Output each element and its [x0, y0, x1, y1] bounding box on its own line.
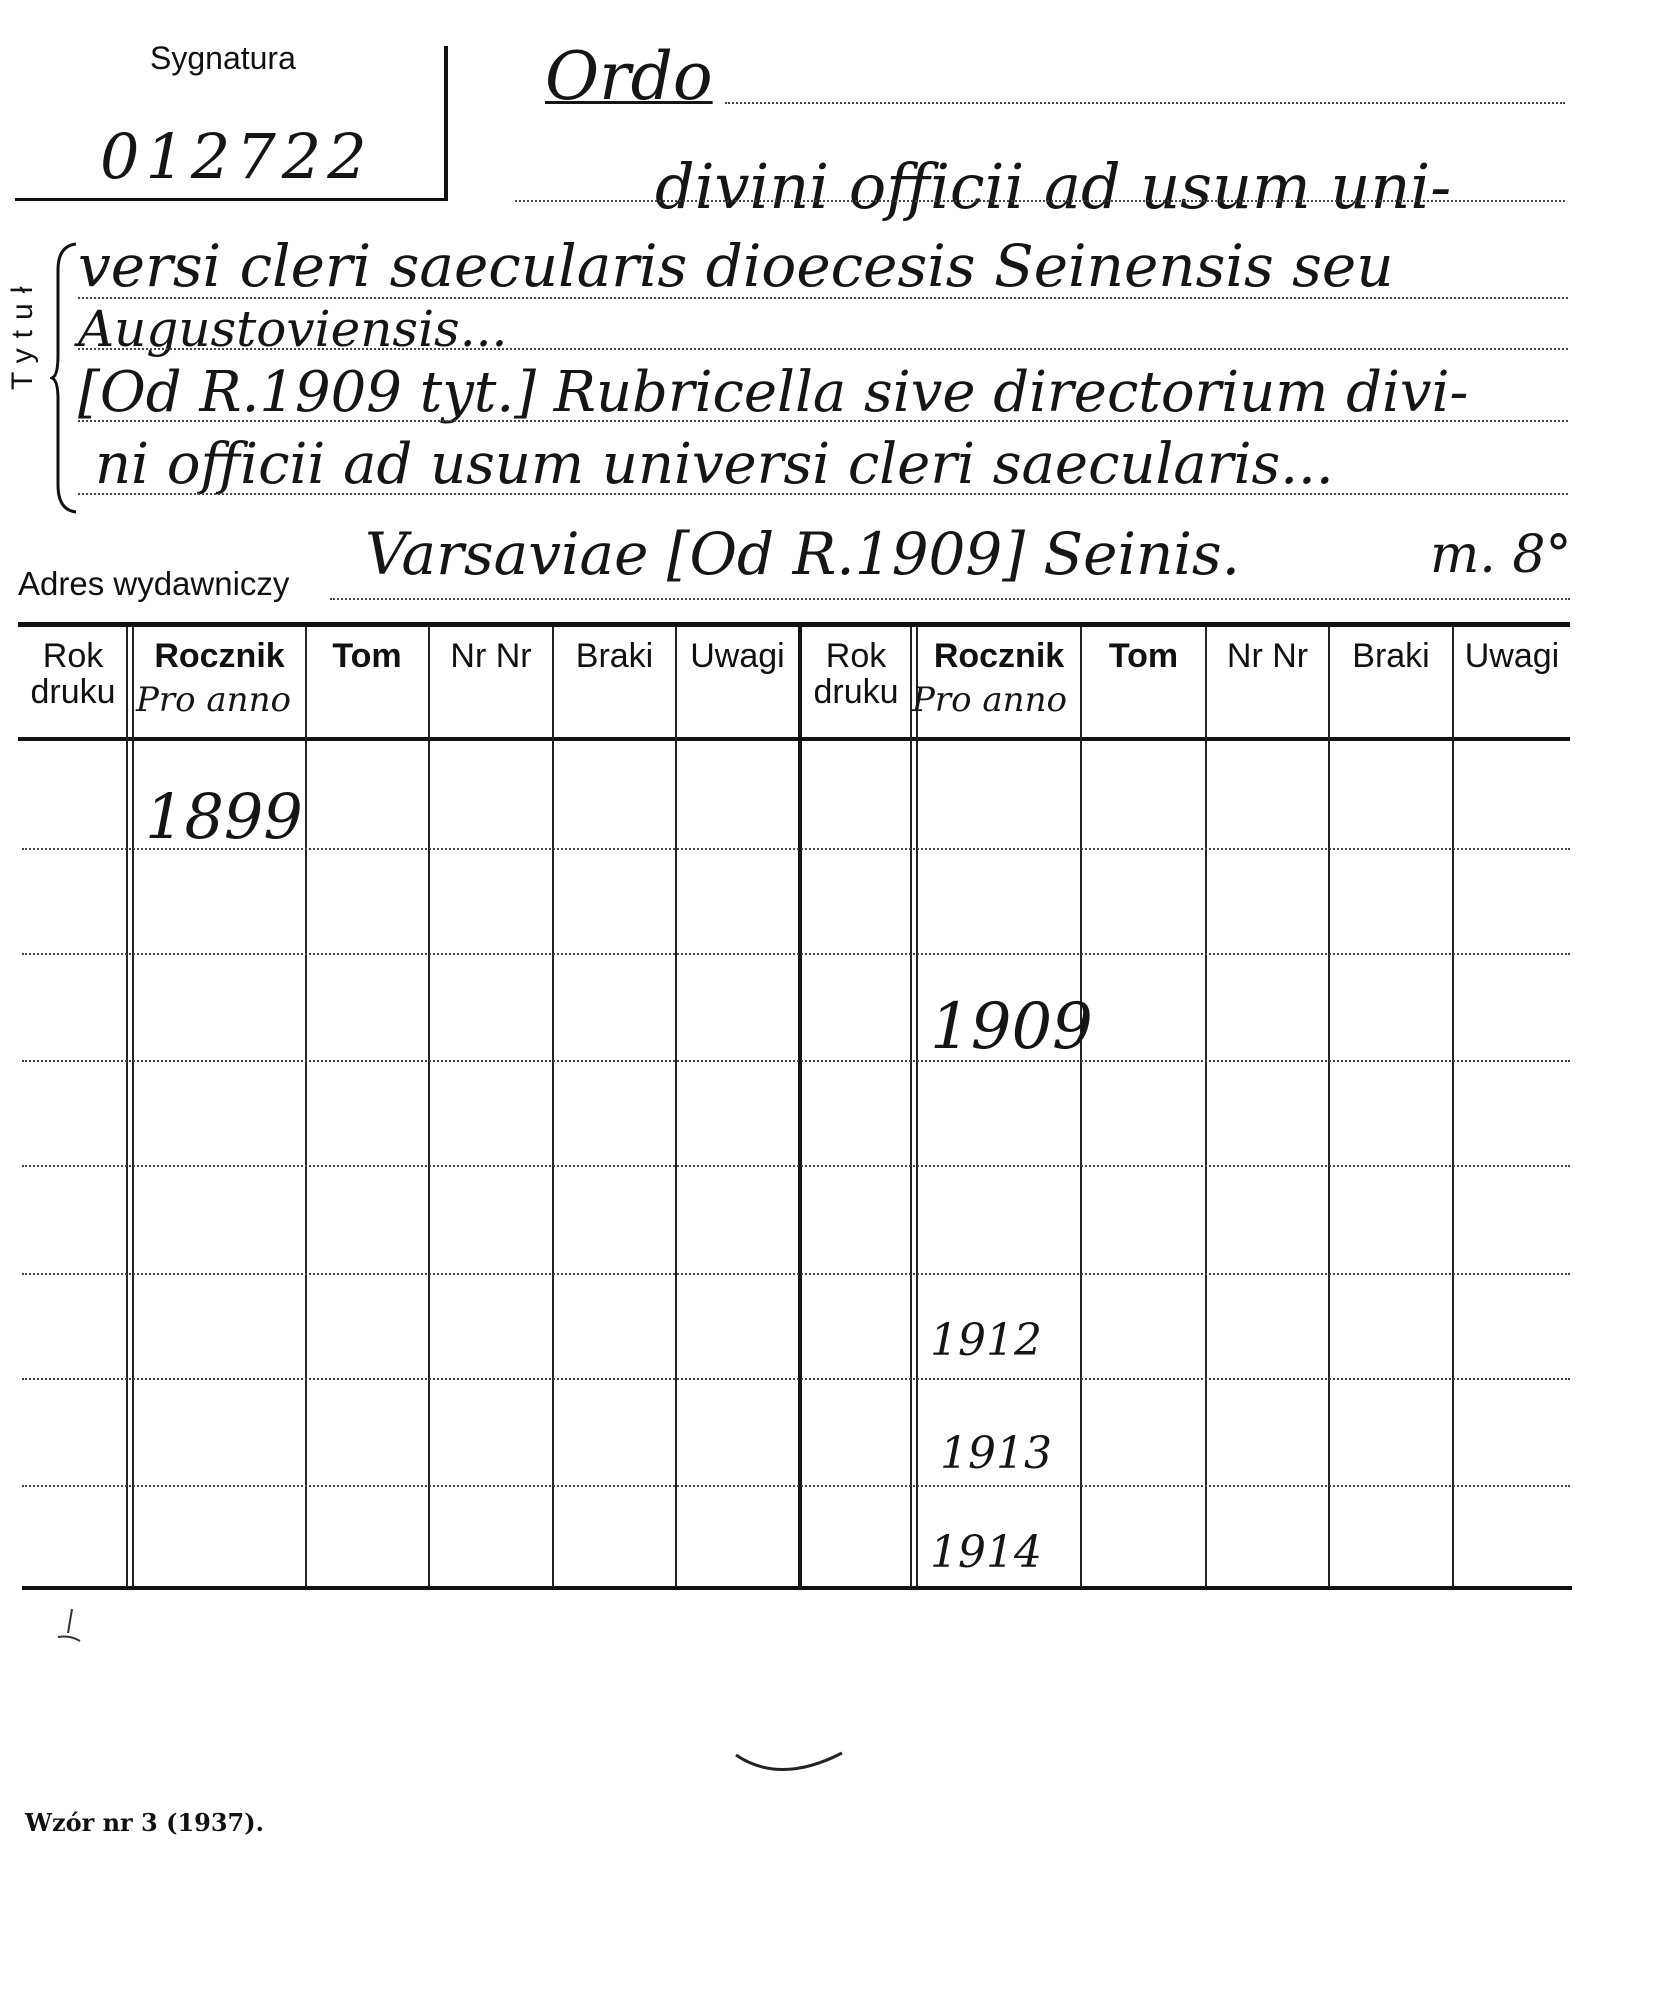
header-rocznik-left: Rocznik	[154, 637, 285, 675]
title-line-3: versi cleri saecularis dioecesis Seinensis seu	[78, 232, 1394, 300]
format-value: m. 8°	[1430, 525, 1572, 585]
header-nrnr-right: Nr Nr	[1226, 637, 1309, 675]
table-center-divider	[798, 627, 802, 1587]
title-line-2: divini officii ad usum uni-	[655, 150, 1452, 223]
address-label: Adres wydawniczy	[18, 565, 290, 602]
header-braki-left: Braki	[575, 637, 654, 675]
header-uwagi-right: Uwagi	[1464, 637, 1560, 675]
header-rok-druku-left: Rok druku	[30, 637, 116, 711]
title-brace	[50, 240, 80, 515]
header-pro-anno-right: Pro anno	[912, 680, 1067, 720]
entry-year-right-2: 1912	[930, 1315, 1042, 1366]
entry-year-right-1: 1909	[930, 990, 1093, 1064]
table-header-rule	[18, 737, 1570, 741]
title-line-5: [Od R.1909 tyt.] Rubricella sive directorium divi-	[78, 360, 1469, 425]
address-value: Varsaviae [Od R.1909] Seinis.	[365, 520, 1241, 588]
title-line-4: Augustoviensis...	[78, 300, 508, 358]
header-nrnr-left: Nr Nr	[450, 637, 532, 675]
table-bottom-rule	[22, 1586, 1572, 1590]
header-rocznik-right: Rocznik	[933, 637, 1065, 675]
entry-year-left-1: 1899	[145, 780, 303, 853]
tytul-label: Tytuł	[6, 276, 39, 390]
header-tom-left: Tom	[332, 637, 402, 675]
entry-year-right-4: 1914	[930, 1527, 1042, 1578]
sygnatura-label: Sygnatura	[150, 40, 296, 76]
sygnatura-value: 012722	[100, 120, 373, 193]
entry-year-right-3: 1913	[940, 1428, 1052, 1479]
header-uwagi-left: Uwagi	[690, 637, 785, 675]
title-line-1: Ordo	[545, 38, 713, 115]
pencil-mark-center	[730, 1745, 850, 1790]
pencil-mark-left	[50, 1605, 90, 1645]
footer-form-number: Wzór nr 3 (1937).	[25, 1808, 264, 1837]
table-top-rule	[18, 622, 1570, 627]
header-braki-right: Braki	[1352, 637, 1430, 675]
header-rok-druku-right: Rok druku	[813, 637, 899, 711]
title-line-6: ni officii ad usum universi cleri saecularis...	[95, 432, 1334, 497]
sygnatura-underline	[15, 198, 445, 201]
header-pro-anno-left: Pro anno	[136, 680, 291, 720]
header-tom-right: Tom	[1108, 637, 1179, 675]
sygnatura-divider	[444, 46, 448, 201]
